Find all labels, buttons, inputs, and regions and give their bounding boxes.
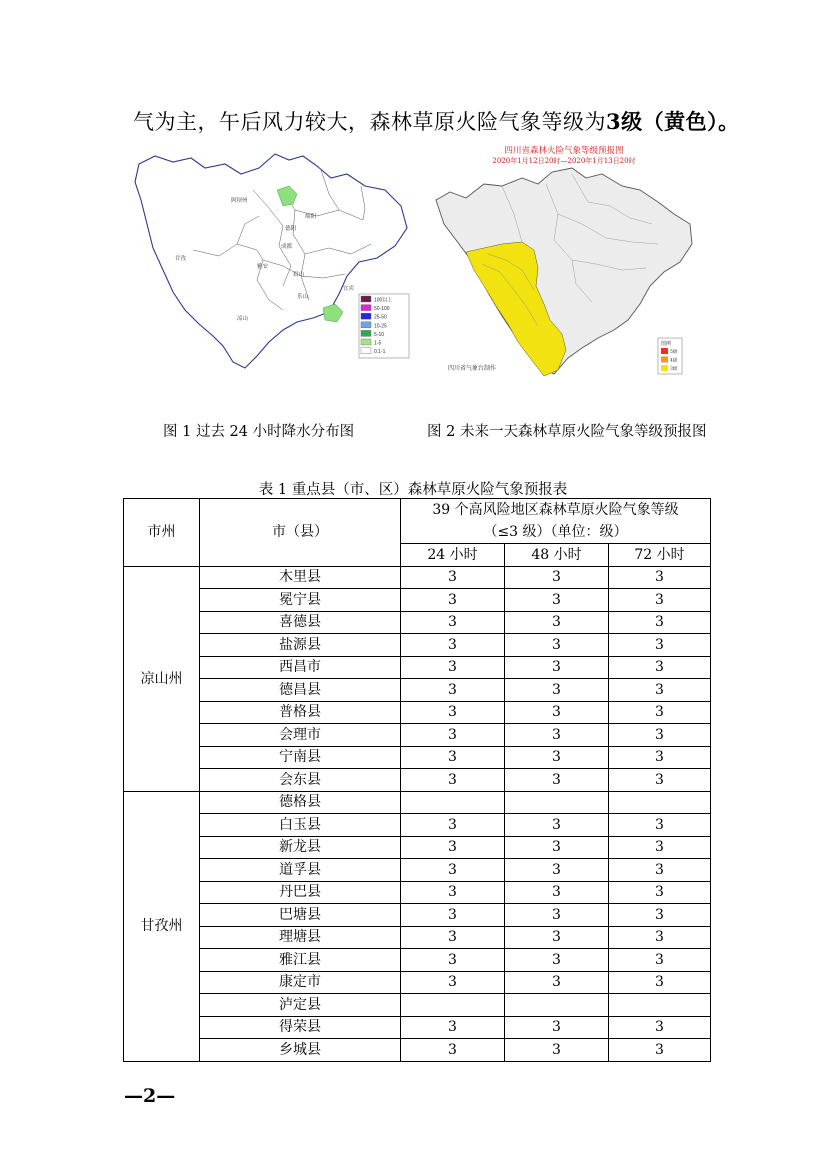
level-cell-h72: 3 — [609, 859, 711, 882]
level-cell-h72: 3 — [609, 679, 711, 702]
county-cell: 泸定县 — [200, 994, 401, 1017]
level-cell-h72: 3 — [609, 971, 711, 994]
level-cell-h48: 3 — [505, 724, 609, 747]
level-cell-h48: 3 — [505, 1039, 609, 1062]
level-cell-h72: 3 — [609, 926, 711, 949]
fire-legend-label: 3级 — [670, 367, 678, 373]
county-cell: 西昌市 — [200, 656, 401, 679]
header-county: 市（县） — [200, 499, 401, 567]
fire-legend-swatch — [661, 357, 668, 363]
precip-legend-swatch — [361, 330, 371, 336]
level-cell-h72: 3 — [609, 746, 711, 769]
table-row — [124, 724, 711, 747]
county-cell: 会理市 — [200, 724, 401, 747]
map1-label-0: 阿坝州 — [231, 198, 248, 204]
level-cell-h48: 3 — [505, 814, 609, 837]
level-cell-h24 — [401, 994, 505, 1017]
figure1-caption: 图 1 过去 24 小时降水分布图 — [163, 424, 355, 440]
header-24h: 24 小时 — [401, 544, 505, 567]
county-cell: 普格县 — [200, 701, 401, 724]
table-row — [124, 881, 711, 904]
table-row — [124, 1016, 711, 1039]
precip-legend-swatch — [361, 339, 371, 345]
level-cell-h48 — [505, 791, 609, 814]
table-row — [124, 746, 711, 769]
fire-legend-swatch — [661, 365, 668, 371]
level-cell-h24: 3 — [401, 566, 505, 589]
level-cell-h24: 3 — [401, 746, 505, 769]
header-risk-group-line1: 39 个高风险地区森林草原火险气象等级 — [432, 502, 679, 518]
precip-legend-label: 25-50 — [374, 314, 387, 321]
level-cell-h72: 3 — [609, 1039, 711, 1062]
level-cell-h72: 3 — [609, 1016, 711, 1039]
level-cell-h48 — [505, 994, 609, 1017]
county-cell: 德昌县 — [200, 679, 401, 702]
map2-title: 四川省森林火险气象等级预报图 — [504, 146, 624, 156]
level-cell-h48: 3 — [505, 566, 609, 589]
header-72h: 72 小时 — [609, 544, 711, 567]
table-row — [124, 926, 711, 949]
county-cell: 理塘县 — [200, 926, 401, 949]
map1-label-4: 眉山 — [293, 272, 305, 278]
map1-label-7: 宜宾 — [343, 286, 355, 292]
level-cell-h48: 3 — [505, 746, 609, 769]
precip-legend-swatch — [361, 322, 371, 328]
county-cell: 雅江县 — [200, 949, 401, 972]
precip-legend-swatch — [361, 305, 371, 311]
level-cell-h72: 3 — [609, 769, 711, 792]
page-number: —2— — [124, 1085, 176, 1107]
county-cell: 盐源县 — [200, 634, 401, 657]
level-cell-h72: 3 — [609, 881, 711, 904]
level-cell-h24: 3 — [401, 814, 505, 837]
level-cell-h24: 3 — [401, 836, 505, 859]
precip-legend-label: 0.1-1 — [374, 349, 386, 356]
level-cell-h24: 3 — [401, 881, 505, 904]
level-cell-h24: 3 — [401, 926, 505, 949]
precip-legend-swatch — [361, 348, 371, 354]
level-cell-h24: 3 — [401, 701, 505, 724]
table-row — [124, 971, 711, 994]
level-cell-h72: 3 — [609, 611, 711, 634]
level-cell-h48: 3 — [505, 904, 609, 927]
table-row — [124, 859, 711, 882]
level-cell-h72: 3 — [609, 701, 711, 724]
precip-legend-label: 1-5 — [374, 340, 382, 347]
intro-paragraph — [133, 106, 740, 136]
map1-label-9: 甘孜 — [175, 256, 187, 262]
level-cell-h24: 3 — [401, 1016, 505, 1039]
level-cell-h48: 3 — [505, 949, 609, 972]
table-row — [124, 701, 711, 724]
fire-risk-legend — [658, 338, 682, 374]
intro-text-after: （黄色）。 — [642, 109, 740, 134]
map1-label-5: 雅安 — [257, 264, 269, 270]
precip-legend-label: 100以上 — [374, 297, 393, 304]
level-cell-h24: 3 — [401, 1039, 505, 1062]
level-cell-h72: 3 — [609, 566, 711, 589]
intro-bold-level: 3级 — [606, 109, 643, 134]
precip-legend-swatch — [361, 296, 371, 302]
fire-legend-title: 图例 — [661, 341, 672, 347]
level-cell-h48: 3 — [505, 611, 609, 634]
intro-text-before: 气为主，午后风力较大，森林草原火险气象等级为 — [133, 110, 606, 134]
forecast-table-body — [124, 566, 711, 1061]
table-row — [124, 836, 711, 859]
level-cell-h72: 3 — [609, 949, 711, 972]
table-row — [124, 679, 711, 702]
precip-legend-label: 50-100 — [374, 306, 390, 313]
level-cell-h72: 3 — [609, 814, 711, 837]
county-cell: 丹巴县 — [200, 881, 401, 904]
level-cell-h48: 3 — [505, 769, 609, 792]
table-row — [124, 634, 711, 657]
level-cell-h72: 3 — [609, 656, 711, 679]
level-cell-h72: 3 — [609, 724, 711, 747]
level-cell-h48: 3 — [505, 1016, 609, 1039]
precip-legend-label: 5-10 — [374, 331, 385, 338]
level-cell-h24: 3 — [401, 859, 505, 882]
precip-legend-label: 10-25 — [374, 323, 387, 330]
county-cell: 新龙县 — [200, 836, 401, 859]
level-cell-h48: 3 — [505, 656, 609, 679]
fire-legend-label: 4级 — [670, 358, 678, 364]
county-cell: 会东县 — [200, 769, 401, 792]
header-risk-group — [401, 499, 711, 544]
level-cell-h48: 3 — [505, 859, 609, 882]
map1-label-8: 凉山 — [237, 316, 249, 322]
table-row — [124, 994, 711, 1017]
level-cell-h48: 3 — [505, 701, 609, 724]
figure2-caption: 图 2 未来一天森林草原火险气象等级预报图 — [427, 424, 707, 440]
level-cell-h24: 3 — [401, 656, 505, 679]
level-cell-h72: 3 — [609, 836, 711, 859]
level-cell-h48: 3 — [505, 926, 609, 949]
table-row — [124, 949, 711, 972]
header-city: 市州 — [124, 499, 200, 567]
fire-legend-swatch — [661, 348, 668, 354]
table-row — [124, 791, 711, 814]
forecast-table — [123, 498, 711, 1062]
fire-risk-map — [426, 144, 702, 382]
level-cell-h48: 3 — [505, 836, 609, 859]
level-cell-h24: 3 — [401, 769, 505, 792]
county-cell: 宁南县 — [200, 746, 401, 769]
level-cell-h48: 3 — [505, 971, 609, 994]
level-cell-h24: 3 — [401, 611, 505, 634]
level-cell-h48: 3 — [505, 634, 609, 657]
county-cell: 德格县 — [200, 791, 401, 814]
county-cell: 冕宁县 — [200, 589, 401, 612]
map1-label-1: 德阳 — [285, 226, 297, 232]
table-row — [124, 814, 711, 837]
table-row — [124, 611, 711, 634]
table-row — [124, 566, 711, 589]
table-row — [124, 904, 711, 927]
county-cell: 得荣县 — [200, 1016, 401, 1039]
precip-legend-swatch — [361, 313, 371, 319]
county-cell: 白玉县 — [200, 814, 401, 837]
level-cell-h24: 3 — [401, 971, 505, 994]
county-cell: 乡城县 — [200, 1039, 401, 1062]
level-cell-h72: 3 — [609, 634, 711, 657]
level-cell-h24 — [401, 791, 505, 814]
level-cell-h24: 3 — [401, 724, 505, 747]
level-cell-h72 — [609, 994, 711, 1017]
table-row — [124, 589, 711, 612]
level-cell-h24: 3 — [401, 949, 505, 972]
header-risk-group-line2: （≤3 级）（单位：级） — [483, 524, 628, 540]
header-48h: 48 小时 — [505, 544, 609, 567]
city-cell: 甘孜州 — [124, 791, 200, 1061]
level-cell-h48: 3 — [505, 679, 609, 702]
level-cell-h24: 3 — [401, 634, 505, 657]
county-cell: 木里县 — [200, 566, 401, 589]
map1-label-3: 成都 — [281, 244, 293, 250]
county-cell: 巴塘县 — [200, 904, 401, 927]
level-cell-h48: 3 — [505, 881, 609, 904]
precip-legend — [359, 294, 409, 358]
level-cell-h24: 3 — [401, 904, 505, 927]
fire-legend-label: 5级 — [670, 350, 678, 356]
level-cell-h72 — [609, 791, 711, 814]
level-cell-h24: 3 — [401, 589, 505, 612]
level-cell-h72: 3 — [609, 904, 711, 927]
map2-footer: 四川省气象台制作 — [448, 365, 497, 372]
precipitation-map — [133, 150, 413, 375]
county-cell: 喜德县 — [200, 611, 401, 634]
table-title: 表 1 重点县（市、区）森林草原火险气象预报表 — [258, 482, 568, 498]
level-cell-h48: 3 — [505, 589, 609, 612]
county-cell: 道孚县 — [200, 859, 401, 882]
map1-label-2: 绵阳 — [305, 214, 317, 220]
level-cell-h24: 3 — [401, 679, 505, 702]
table-row — [124, 1039, 711, 1062]
map1-label-6: 乐山 — [297, 294, 309, 300]
table-row — [124, 656, 711, 679]
city-cell: 凉山州 — [124, 566, 200, 791]
level-cell-h72: 3 — [609, 589, 711, 612]
table-row — [124, 769, 711, 792]
county-cell: 康定市 — [200, 971, 401, 994]
map2-subtitle: 2020年1月12日20时—2020年1月13日20时 — [492, 157, 636, 165]
